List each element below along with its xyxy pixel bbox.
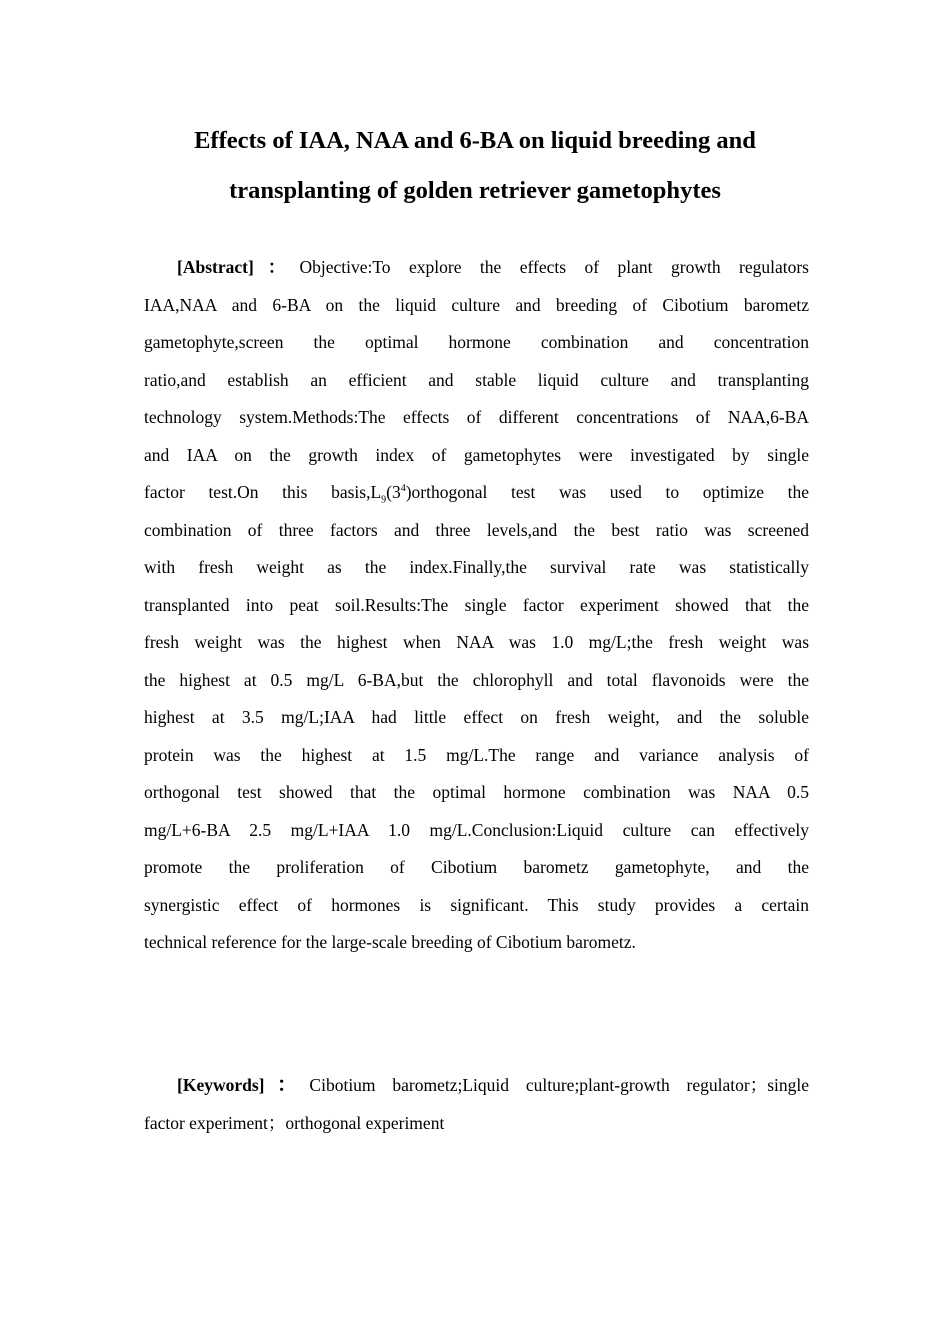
keywords-label: [Keywords]: [177, 1075, 265, 1095]
abstract-line-7-text-a: factor test.On this basis,L: [144, 482, 382, 502]
abstract-line-2: IAA,NAA and 6-BA on the liquid culture and breeding of Cibotium barometz: [144, 294, 809, 315]
abstract-line-7-text-c: )orthogonal test was used to optimize the: [405, 482, 810, 502]
abstract-line-1: [144, 249, 809, 287]
abstract-label: [Abstract]: [177, 257, 254, 277]
abstract-line-3: gametophyte,screen the optimal hormone combination and concentration: [144, 332, 809, 352]
title-line-2: transplanting of golden retriever gametophytes: [229, 177, 721, 204]
abstract-line-4: ratio,and establish an efficient and stable liquid culture and transplanting: [144, 369, 809, 390]
abstract-section: [144, 249, 809, 962]
keywords-line-1: [144, 1067, 809, 1105]
abstract-line-13: highest at 3.5 mg/L;IAA had little effect on fresh weight, and the soluble: [144, 707, 809, 727]
superscript-4: 4: [400, 483, 406, 495]
abstract-line-18: synergistic effect of hormones is significant. This study provides a certain: [144, 894, 809, 915]
abstract-text: Objective:To explore the effects of plant growth regulators: [299, 257, 809, 277]
abstract-line-5: technology system.Methods:The effects of different concentrations of NAA,6-BA: [144, 407, 809, 427]
abstract-line-12: the highest at 0.5 mg/L 6-BA,but the chlorophyll and total flavonoids were the: [144, 669, 809, 690]
abstract-line-17: promote the proliferation of Cibotium barometz gametophyte, and the: [144, 857, 809, 877]
abstract-line-7: [144, 474, 809, 512]
abstract-colon: ：: [253, 257, 300, 277]
abstract-line-19: technical reference for the large-scale breeding of Cibotium barometz.: [144, 932, 636, 952]
keywords-line-2: factor experiment；orthogonal experiment: [144, 1112, 445, 1133]
paper-title: [144, 116, 806, 216]
abstract-line-16: mg/L+6-BA 2.5 mg/L+IAA 1.0 mg/L.Conclusion:Liquid culture can effectively: [144, 819, 809, 840]
title-line-1: Effects of IAA, NAA and 6-BA on liquid breeding and: [194, 127, 756, 154]
abstract-line-15: orthogonal test showed that the optimal hormone combination was NAA 0.5: [144, 782, 809, 802]
abstract-line-11: fresh weight was the highest when NAA was 1.0 mg/L;the fresh weight was: [144, 632, 809, 652]
abstract-line-7-text-b: (3: [386, 482, 401, 502]
abstract-line-10: transplanted into peat soil.Results:The single factor experiment showed that the: [144, 594, 809, 615]
abstract-line-8: combination of three factors and three levels,and the best ratio was screened: [144, 519, 809, 540]
keywords-text-1: Cibotium barometz;Liquid culture;plant-growth regulator；single: [309, 1075, 810, 1095]
abstract-line-6: and IAA on the growth index of gametophytes were investigated by single: [144, 444, 809, 465]
keywords-colon: ：: [264, 1074, 310, 1096]
abstract-line-9: with fresh weight as the index.Finally,the survival rate was statistically: [144, 557, 809, 577]
keywords-section: [144, 1067, 809, 1142]
subscript-9: 9: [381, 494, 387, 506]
abstract-line-14: protein was the highest at 1.5 mg/L.The range and variance analysis of: [144, 744, 809, 765]
